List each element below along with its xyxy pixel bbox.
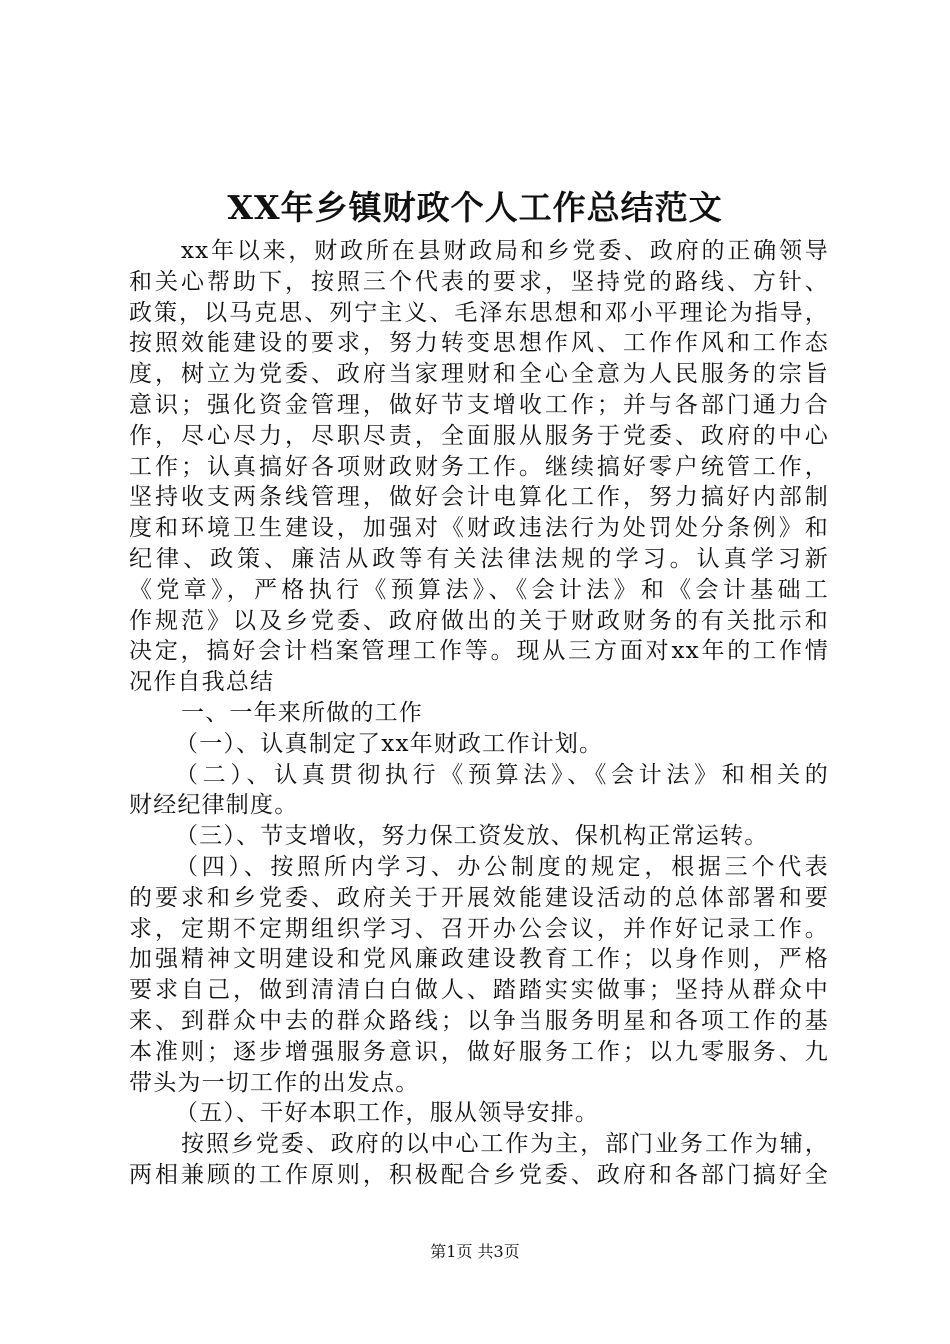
paragraph-line: 政策，以马克思、列宁主义、毛泽东思想和邓小平理论为指导， xyxy=(129,299,829,326)
document-title: XX年乡镇财政个人工作总结范文 xyxy=(227,188,723,227)
paragraph-line: 两相兼顾的工作原则，积极配合乡党委、政府和各部门搞好全 xyxy=(129,1161,829,1188)
paragraph-line: 和关心帮助下，按照三个代表的要求，坚持党的路线、方针、 xyxy=(129,268,829,295)
paragraph-line: 本准则；逐步增强服务意识，做好服务工作；以九零服务、九 xyxy=(129,1038,829,1065)
paragraph-line: 的要求和乡党委、政府关于开展效能建设活动的总体部署和要 xyxy=(129,884,829,911)
subsection-item: （四）、按照所内学习、办公制度的规定，根据三个代表 xyxy=(175,853,829,880)
paragraph-line: 意识；强化资金管理，做好节支增收工作；并与各部门通力合 xyxy=(129,391,829,418)
paragraph-line: 况作自我总结 xyxy=(129,669,275,696)
paragraph-line: 加强精神文明建设和党风廉政建设教育工作；以身作则，严格 xyxy=(129,946,829,973)
paragraph-line: 求，定期不定期组织学习、召开办公会议，并作好记录工作。 xyxy=(129,915,829,942)
paragraph-line: 按照效能建设的要求，努力转变思想作风、工作作风和工作态 xyxy=(129,330,829,357)
page-footer: 第1页 共3页 xyxy=(430,1242,520,1261)
paragraph-line: xx年以来，财政所在县财政局和乡党委、政府的正确领导 xyxy=(181,238,829,264)
paragraph-line: 《党章》，严格执行《预算法》、《会计法》和《会计基础工 xyxy=(129,576,829,603)
paragraph-line: 带头为一切工作的出发点。 xyxy=(129,1069,420,1096)
paragraph-line: 作，尽心尽力，尽职尽责，全面服从服务于党委、政府的中心 xyxy=(129,422,829,449)
subsection-item: （五）、干好本职工作，服从领导安排。 xyxy=(175,1100,600,1127)
paragraph-line: 坚持收支两条线管理，做好会计电算化工作，努力搞好内部制 xyxy=(129,484,829,511)
paragraph-line: 要求自己，做到清清白白做人、踏踏实实做事；坚持从群众中 xyxy=(129,977,829,1004)
paragraph-line: 度，树立为党委、政府当家理财和全心全意为人民服务的宗旨 xyxy=(129,361,829,388)
paragraph-line: 来、到群众中去的群众路线；以争当服务明星和各项工作的基 xyxy=(129,1007,829,1034)
document-body xyxy=(129,236,829,1191)
section-heading: 一、一年来所做的工作 xyxy=(181,699,423,726)
paragraph-line: 度和环境卫生建设，加强对《财政违法行为处罚处分条例》和 xyxy=(129,515,829,542)
subsection-item: （二）、认真贯彻执行《预算法》、《会计法》和相关的 xyxy=(175,761,829,788)
paragraph-line: 决定，搞好会计档案管理工作等。现从三方面对xx年的工作情 xyxy=(129,638,829,665)
paragraph-line: 工作；认真搞好各项财政财务工作。继续搞好零户统管工作， xyxy=(129,453,829,480)
paragraph-line: 按照乡党委、政府的以中心工作为主，部门业务工作为辅， xyxy=(181,1131,829,1158)
paragraph-line: 作规范》以及乡党委、政府做出的关于财政财务的有关批示和 xyxy=(129,607,829,634)
paragraph-line: 财经纪律制度。 xyxy=(129,792,299,819)
paragraph-line: 纪律、政策、廉洁从政等有关法律法规的学习。认真学习新 xyxy=(129,545,829,572)
subsection-item: （一）、认真制定了xx年财政工作计划。 xyxy=(175,730,604,757)
subsection-item: （三）、节支增收，努力保工资发放、保机构正常运转。 xyxy=(175,823,769,850)
